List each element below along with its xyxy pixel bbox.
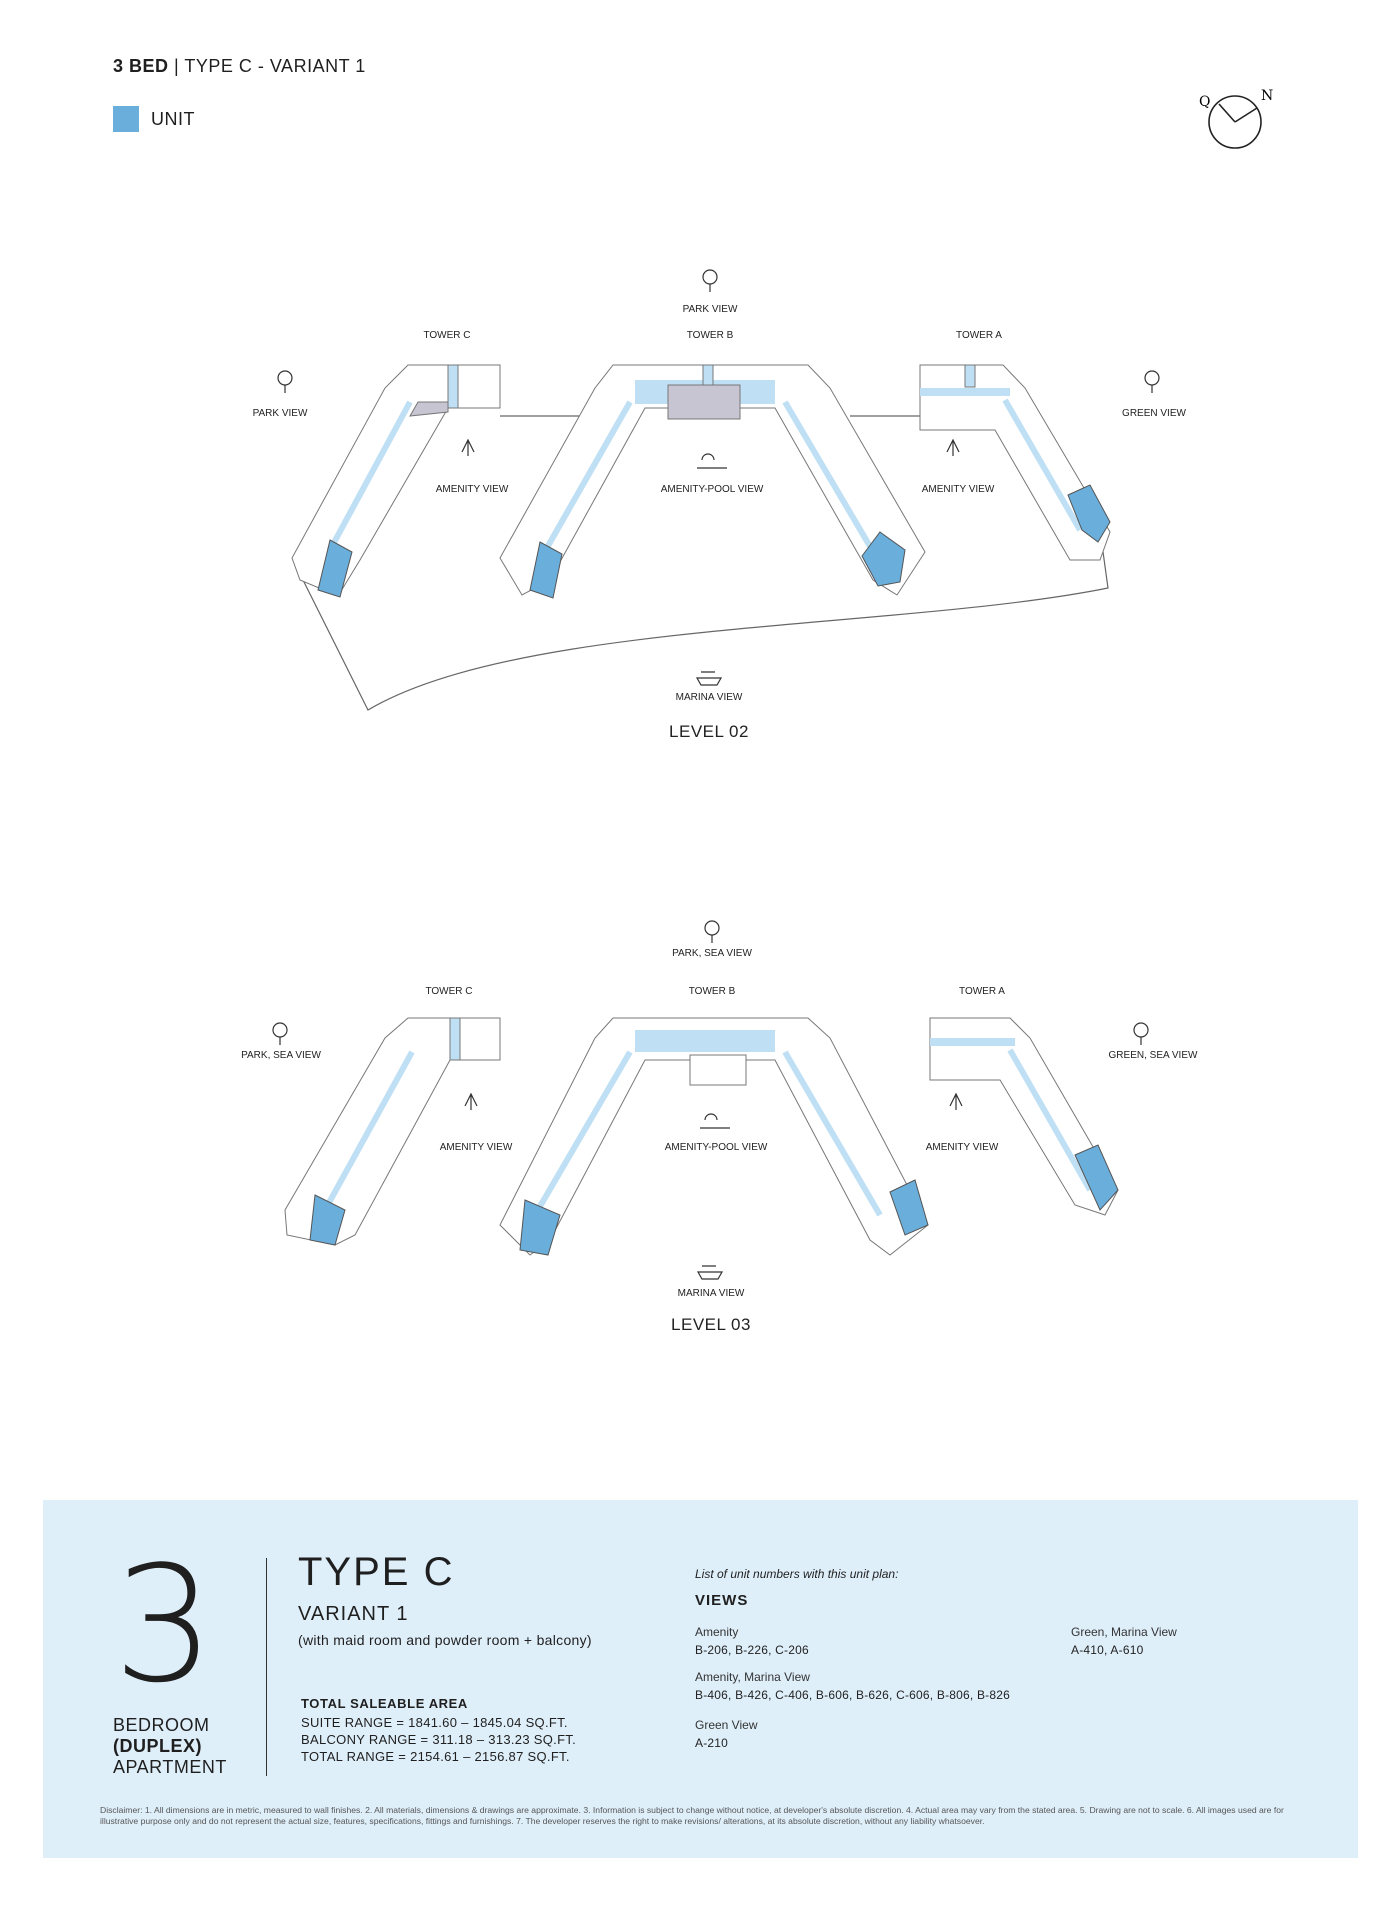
level02-drawing <box>0 260 1400 760</box>
level02-pool-icon <box>697 454 727 468</box>
level03-park-sea-view-top: PARK, SEA VIEW <box>672 948 752 959</box>
level03-tower-b-label: TOWER B <box>688 986 736 997</box>
view-units: B-406, B-426, C-406, B-606, B-626, C-606, B-806, B-826 <box>695 1688 1010 1702</box>
view-amenity <box>695 1625 809 1657</box>
level02-boat-icon <box>697 672 721 685</box>
variant-title: VARIANT 1 <box>298 1603 409 1625</box>
view-name: Amenity, Marina View <box>695 1670 810 1684</box>
level03-plan <box>0 910 1400 1350</box>
level03-amenity-pool-view: AMENITY-POOL VIEW <box>664 1142 768 1153</box>
page-title <box>113 56 366 77</box>
compass-n: N <box>1261 88 1274 104</box>
balcony-range: BALCONY RANGE = 311.18 – 313.23 SQ.FT. <box>301 1732 577 1747</box>
level03-tree-icon-left <box>273 1023 287 1037</box>
compass-icon <box>1195 86 1275 156</box>
view-name: Green, Marina View <box>1071 1625 1177 1639</box>
bedroom-count: 3 <box>113 1531 215 1718</box>
bedroom-type <box>113 1715 227 1778</box>
level02-park-view-top: PARK VIEW <box>682 304 738 315</box>
view-units: A-210 <box>695 1736 729 1750</box>
compass-q: Q <box>1199 94 1211 110</box>
level02-tree-icon-right <box>1145 371 1159 385</box>
level02-tree-icon-top <box>703 270 717 284</box>
level03-tree-icon-right <box>1134 1023 1148 1037</box>
panel-divider <box>266 1558 267 1776</box>
level03-green-sea-view: GREEN, SEA VIEW <box>1108 1050 1198 1061</box>
legend-unit-label: UNIT <box>151 108 195 129</box>
total-range: TOTAL RANGE = 2154.61 – 2156.87 SQ.FT. <box>301 1749 570 1764</box>
view-units: A-410, A-610 <box>1071 1643 1144 1657</box>
view-green-marina <box>1071 1625 1177 1657</box>
level03-tower-b <box>500 1018 928 1255</box>
level02-tower-b-label: TOWER B <box>686 330 734 341</box>
area-heading: TOTAL SALEABLE AREA <box>301 1696 468 1711</box>
level03-label: LEVEL 03 <box>671 1315 751 1334</box>
level02-amenity-view-2: AMENITY VIEW <box>921 484 995 495</box>
disclaimer: Disclaimer: 1. All dimensions are in metric, measured to wall finishes. 2. All materials, dimensions & drawings are approximate. 3. Information is subject to change without notice, at developer's absolute discretion. 4. Actual area may vary from the stated area. 5. Drawing are not to scale. 6. All images used are for illustrative purpose only and do not represent the actual size, features, specifications, fittings and furnishings. 7. The developer reserves the right to make revisions/ alterations, at its absolute discretion, without any liability whatsoever. <box>100 1805 1284 1826</box>
views-heading: VIEWS <box>695 1592 749 1609</box>
level03-boat-icon <box>698 1266 722 1279</box>
level02-green-view: GREEN VIEW <box>1122 408 1186 419</box>
level03-tower-a <box>930 1018 1118 1215</box>
level02-label: LEVEL 02 <box>669 722 749 741</box>
title-type: | TYPE C - VARIANT 1 <box>174 56 366 76</box>
level03-palm-icon-2 <box>950 1094 962 1110</box>
suite-range: SUITE RANGE = 1841.60 – 1845.04 SQ.FT. <box>301 1715 568 1730</box>
unit-list-heading: List of unit numbers with this unit plan: <box>695 1567 899 1581</box>
legend-unit-swatch <box>113 106 139 132</box>
title-bed: 3 BED <box>113 56 169 76</box>
level02-park-view-left: PARK VIEW <box>252 408 308 419</box>
level02-amenity-pool-view: AMENITY-POOL VIEW <box>660 484 764 495</box>
level02-tree-icon-left <box>278 371 292 385</box>
level02-tower-a-label: TOWER A <box>956 330 1002 341</box>
duplex-label: (DUPLEX) <box>113 1736 202 1756</box>
level02-tower-a <box>920 365 1110 560</box>
level03-drawing <box>0 910 1400 1350</box>
level03-amenity-view-2: AMENITY VIEW <box>925 1142 999 1153</box>
variant-description: (with maid room and powder room + balcony) <box>298 1632 592 1648</box>
view-name: Amenity <box>695 1625 739 1639</box>
legend <box>113 106 195 132</box>
level03-tower-a-label: TOWER A <box>959 986 1005 997</box>
view-units: B-206, B-226, C-206 <box>695 1643 809 1657</box>
level02-tower-c-label: TOWER C <box>423 330 471 341</box>
bedroom-label: BEDROOM <box>113 1715 210 1735</box>
level03-tower-c-label: TOWER C <box>425 986 473 997</box>
level02-plan <box>0 260 1400 760</box>
level02-tower-b <box>500 365 925 598</box>
unit-info-panel <box>43 1500 1358 1858</box>
level03-palm-icon-1 <box>465 1094 477 1110</box>
level03-pool-icon <box>700 1114 730 1128</box>
level03-marina-view: MARINA VIEW <box>677 1288 745 1299</box>
view-green <box>695 1718 757 1750</box>
level02-palm-icon-2 <box>947 440 959 456</box>
type-title: TYPE C <box>298 1550 455 1594</box>
apartment-label: APARTMENT <box>113 1757 227 1777</box>
level02-tower-c <box>292 365 500 597</box>
level03-park-sea-view-left: PARK, SEA VIEW <box>241 1050 321 1061</box>
level02-amenity-view-1: AMENITY VIEW <box>435 484 509 495</box>
view-name: Green View <box>695 1718 758 1732</box>
level03-amenity-view-1: AMENITY VIEW <box>439 1142 513 1153</box>
level03-tree-icon-top <box>705 921 719 935</box>
level02-palm-icon-1 <box>462 440 474 456</box>
view-amenity-marina <box>695 1670 1010 1702</box>
level02-marina-view: MARINA VIEW <box>675 692 743 703</box>
